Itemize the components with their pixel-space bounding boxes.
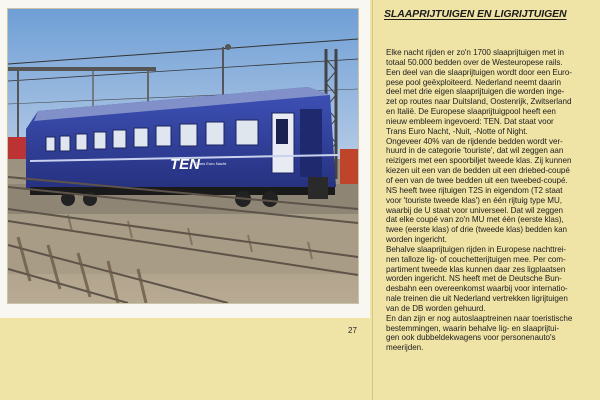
article-body-line: van de DB worden gehuurd. — [386, 303, 486, 313]
article-body-line: huurd in de categorie 'touriste', dat wil zeggen aan — [386, 146, 564, 156]
article-body-line: bestemmingen, waarin behalve lig- en slaaprijtui- — [386, 323, 560, 333]
article-body-line: Behalve slaaprijtuigen rijden in Europese nachttrei- — [386, 244, 567, 254]
article-body — [386, 48, 594, 353]
page-number: 27 — [348, 326, 357, 335]
article-body-line: twee (eerste klas) of drie (tweede klas) bedden kan — [386, 225, 568, 235]
article-body-line: worden ingericht. — [386, 235, 447, 245]
article-body-line: nen talloze lig- of couchetterijtuigen mee. Per com- — [386, 254, 566, 264]
article-body-line: Trans Euro Nacht, -Nuit, -Notte of Night. — [386, 126, 528, 136]
train-photo — [7, 8, 359, 304]
article-body-line: nale treinen die uit Nederland vertrekken ligrijtuigen — [386, 294, 568, 304]
article-body-line: Elke nacht rijden er zo'n 1700 slaaprijtuigen met in — [386, 48, 565, 57]
coach-logo-sub: Trans Euro Nacht — [195, 161, 227, 166]
article-body-line: Een deel van die slaaprijtuigen wordt door een Euro- — [386, 67, 572, 77]
article-title: SLAAPRIJTUIGEN EN LIGRIJTUIGEN — [384, 8, 567, 20]
article-body-line: reizigers met een spoorbiljet tweede klas. Zij kunnen — [386, 156, 572, 166]
article-body-line: En dan zijn er nog autoslaaptreinen naar toeristische — [386, 313, 573, 323]
photo-frame — [0, 0, 370, 318]
article-body-line: partiment tweede klas kunnen daar zes ligplaatsen — [386, 264, 566, 274]
article-body-line: pese pool geëxploiteerd. Nederland neemt daarin — [386, 77, 561, 87]
article-body-line: voor 'touriste tweede klas') en één rijtuig type MU, — [386, 195, 562, 205]
article-body-line: worden ingericht. NS heeft met de Deutsche Bun- — [386, 274, 562, 284]
article-body-line: of een van de twee bedden uit een tweebed-coupé. — [386, 175, 568, 185]
coach-logo: TEN — [170, 156, 200, 173]
article-body-line: en Italië. De Europese slaaprijtuigpool heeft een — [386, 107, 556, 117]
article-body-line: desbahn een overeenkomst waarbij voor internatio- — [386, 284, 568, 294]
article-body-line: nieuw embleem ingevoerd: TEN. Dat staat voor — [386, 116, 554, 126]
article-body-line: kiezen uit een van de bedden uit een driebed-coupé — [386, 166, 570, 176]
article-body-line: Ongeveer 40% van de rijdende bedden wordt ver- — [386, 136, 563, 146]
article-body-line: totaal 50.000 bedden over de Westeuropese rails. — [386, 57, 563, 67]
article-body-line: dat elke coupé van zo'n MU met één (eerste klas), — [386, 215, 564, 225]
article-body-line: waarbij de U staat voor universeel. Dat wil zeggen — [386, 205, 564, 215]
article-body-line: meerijden. — [386, 343, 424, 353]
article-body-line: gen ook dubbeldekwagens voor personenauto's — [386, 333, 556, 343]
article-body-line: NS heeft twee rijtuigen T2S in eigendom (T2 staat — [386, 185, 563, 195]
article-body-line: zet op routes naar Duitsland, Oostenrijk, Zwitserland — [386, 97, 572, 107]
column-divider — [372, 0, 373, 400]
article-body-line: deel met drie eigen slaaprijtuigen die worden inge- — [386, 87, 565, 97]
